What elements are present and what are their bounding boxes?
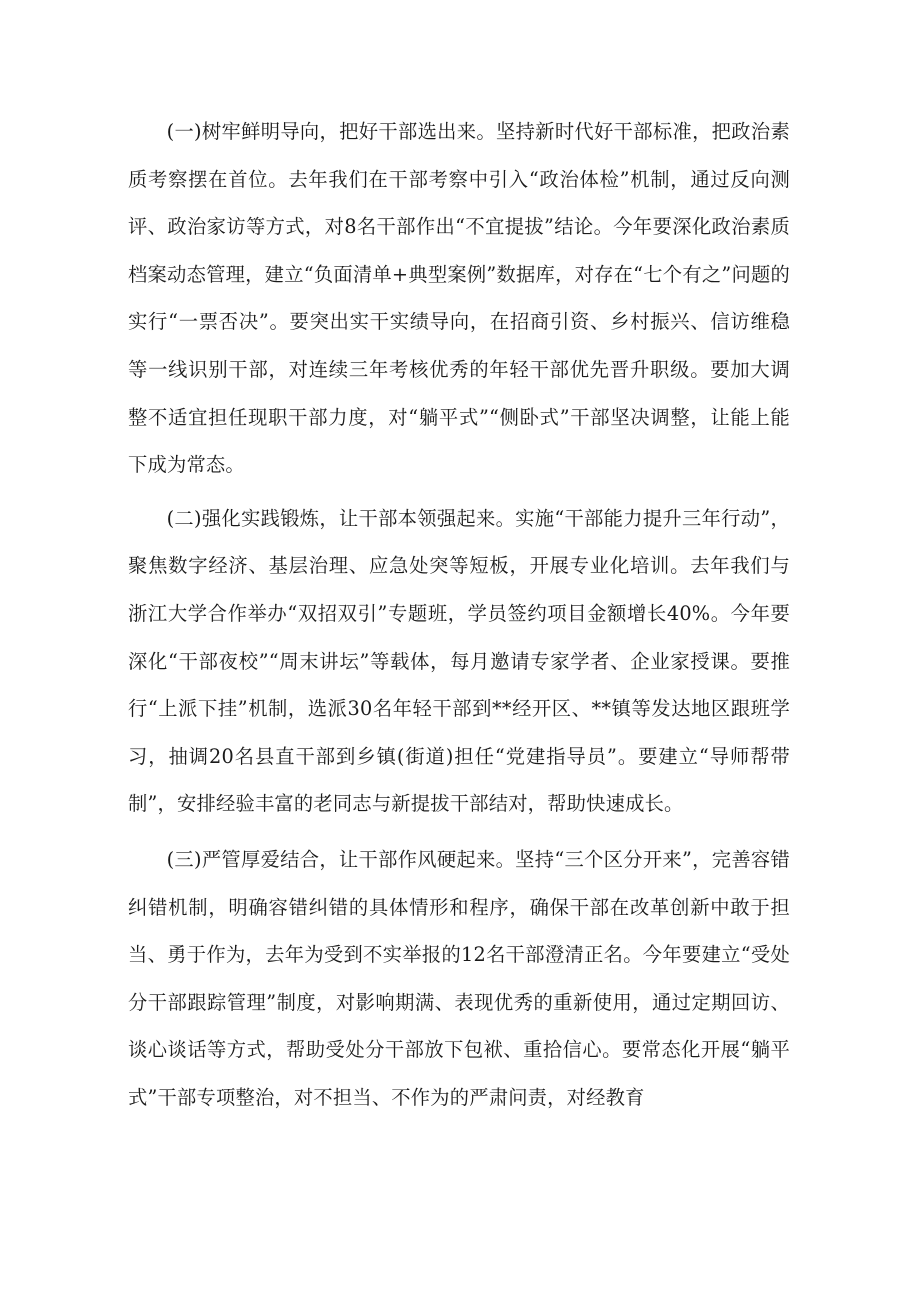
paragraph-1: (一)树牢鲜明导向，把好干部选出来。坚持新时代好干部标准，把政治素质考察摆在首位。去年我们在干部考察中引入“政治体检”机制，通过反向测评、政治家访等方式，对8名干部作出“不宜提拔”结论。今年要深化政治素质档案动态管理，建立“负面清单+典型案例”数据库，对存在“七个有之”问题的实行“一票否决”。要突出实干实绩导向，在招商引资、乡村振兴、信访维稳等一线识别干部，对连续三年考核优秀的年轻干部优先晋升职级。要加大调整不适宜担任现职干部力度，对“躺平式”“侧卧式”干部坚决调整，让能上能下成为常态。 bbox=[128, 120, 790, 477]
document-body bbox=[128, 108, 790, 1123]
paragraph-3: (三)严管厚爱结合，让干部作风硬起来。坚持“三个区分开来”，完善容错纠错机制，明确容错纠错的具体情形和程序，确保干部在改革创新中敢于担当、勇于作为，去年为受到不实举报的12名干部澄清正名。今年要建立“受处分干部跟踪管理”制度，对影响期满、表现优秀的重新使用，通过定期回访、谈心谈话等方式，帮助受处分干部放下包袱、重拾信心。要常态化开展“躺平式”干部专项整治，对不担当、不作为的严肃问责，对经教育 bbox=[128, 847, 790, 1109]
paragraph-2: (二)强化实践锻炼，让干部本领强起来。实施“干部能力提升三年行动”，聚焦数字经济、基层治理、应急处突等短板，开展专业化培训。去年我们与浙江大学合作举办“双招双引”专题班，学员签约项目金额增长40%。今年要深化“干部夜校”“周末讲坛”等载体，每月邀请专家学者、企业家授课。要推行“上派下挂”机制，选派30名年轻干部到**经开区、**镇等发达地区跟班学习，抽调20名县直干部到乡镇(街道)担任“党建指导员”。要建立“导师帮带制”，安排经验丰富的老同志与新提拔干部结对，帮助快速成长。 bbox=[128, 506, 790, 816]
